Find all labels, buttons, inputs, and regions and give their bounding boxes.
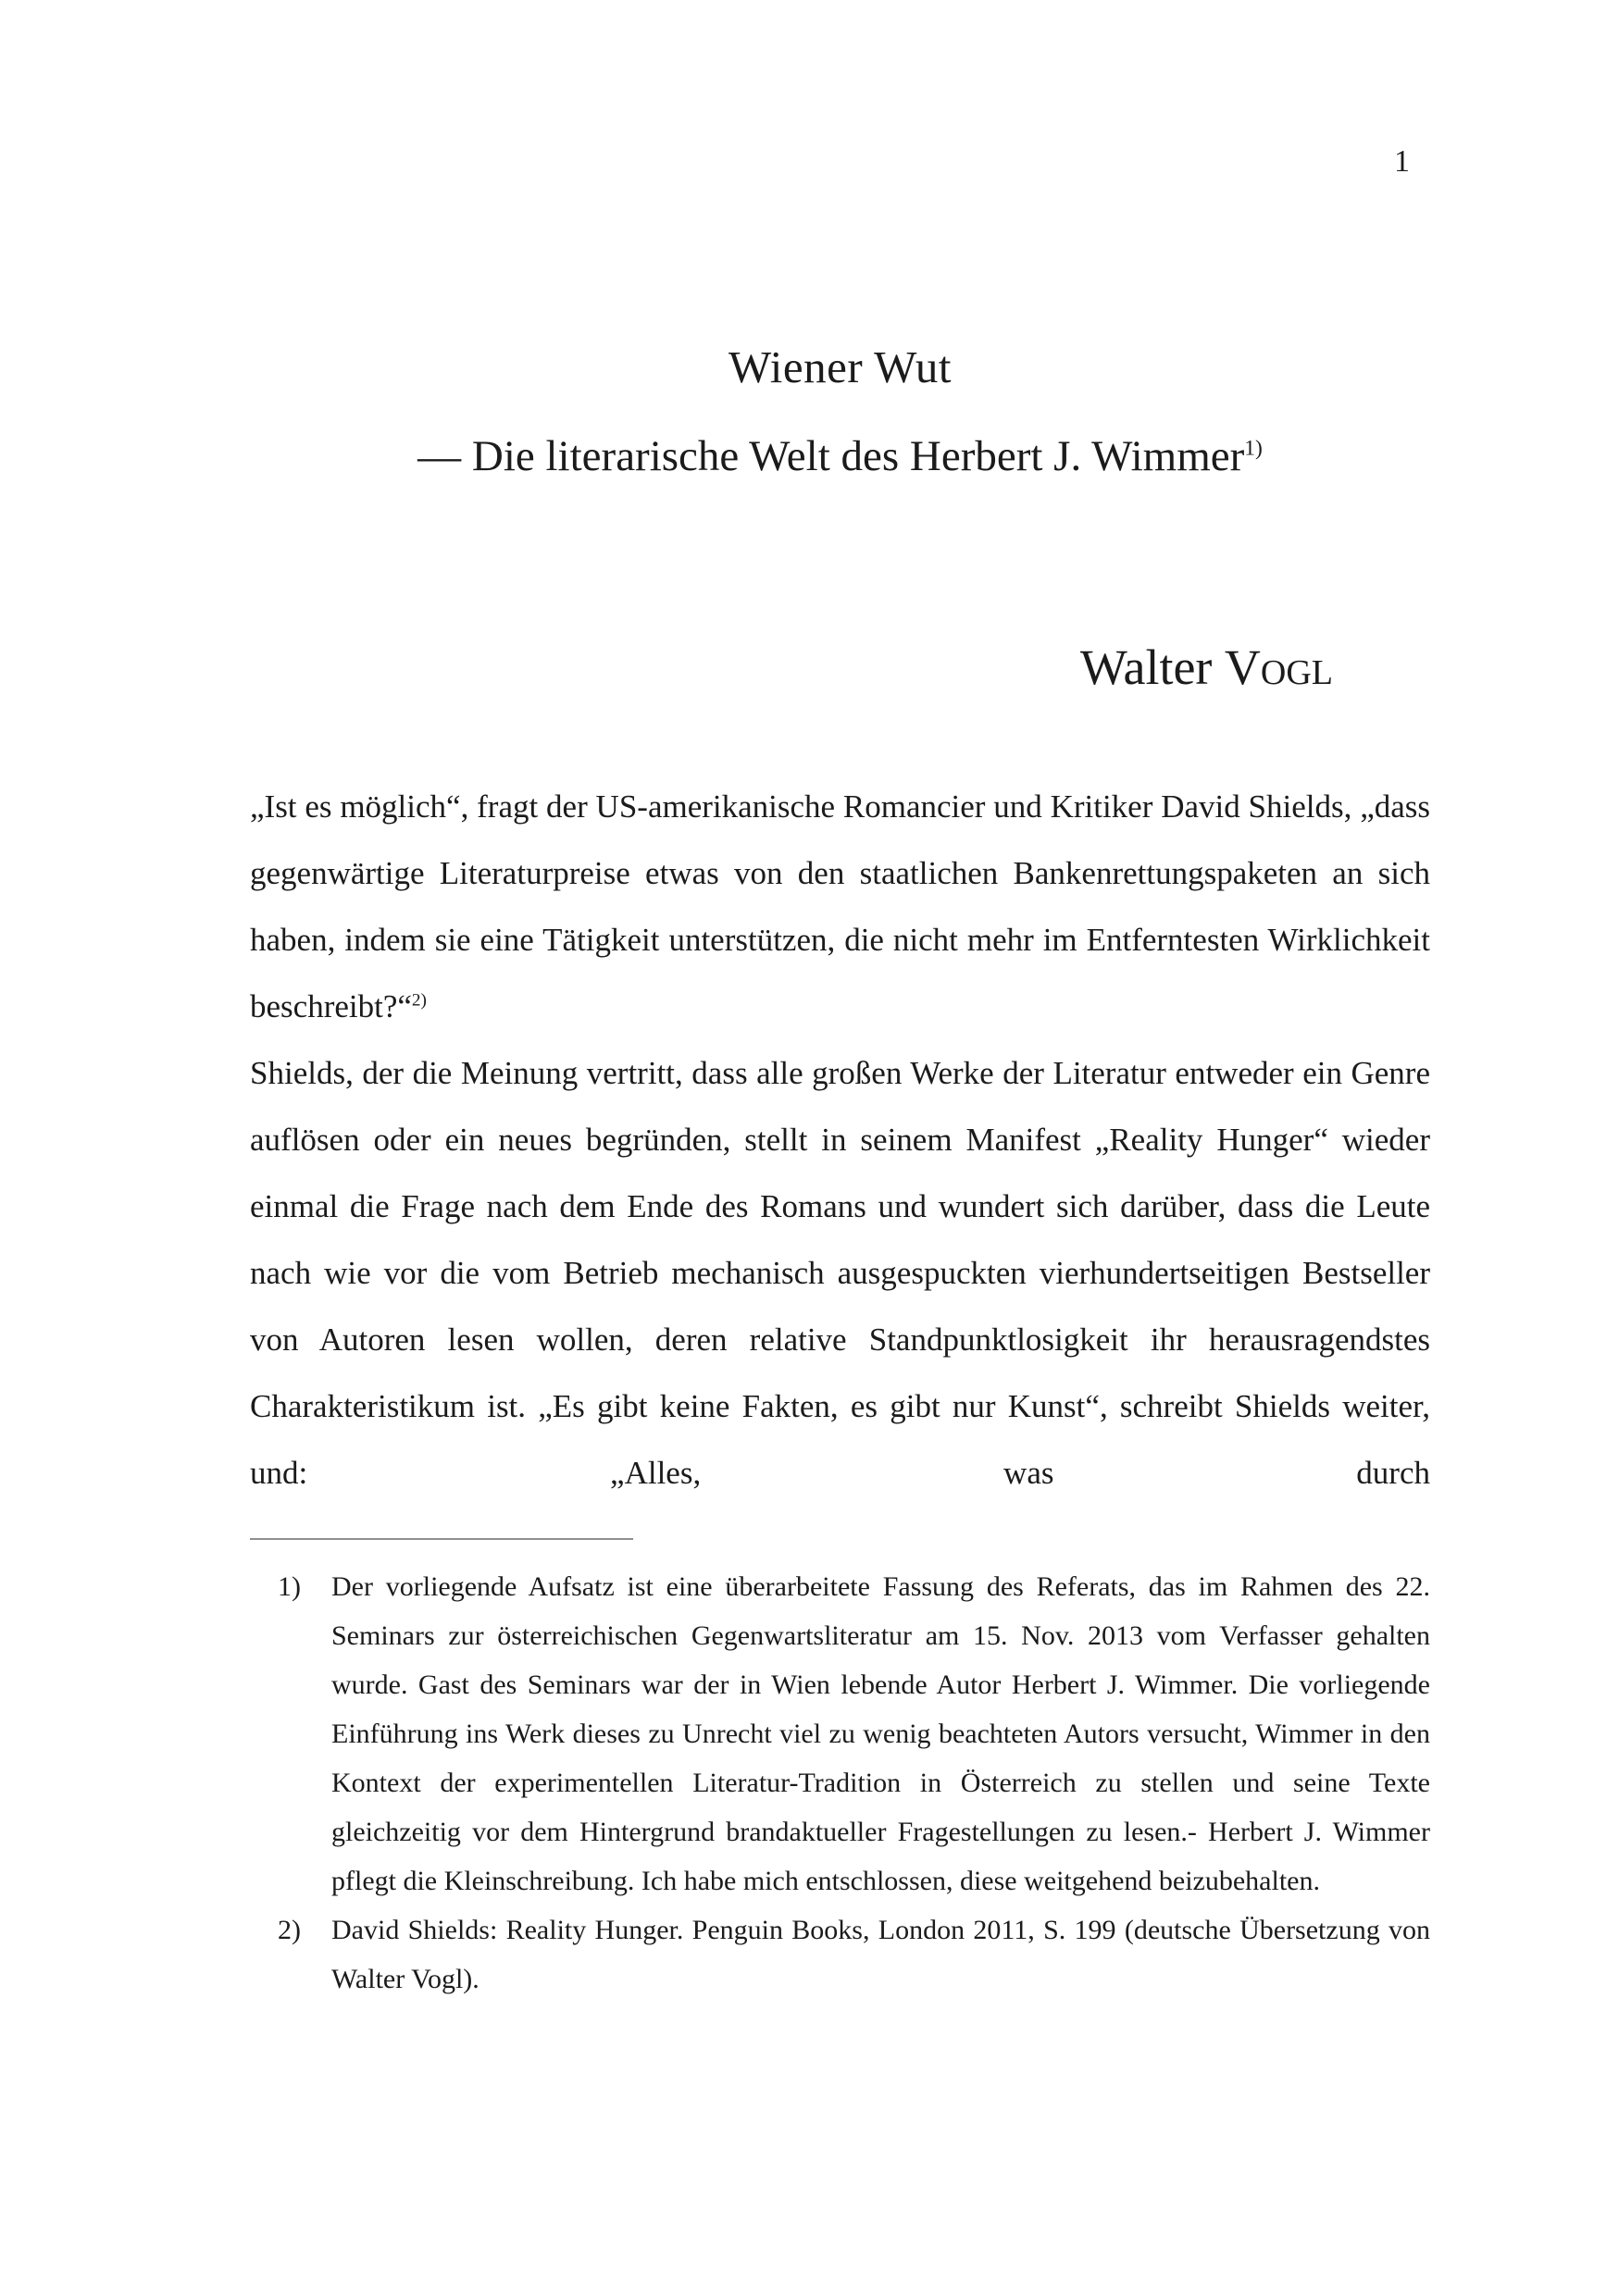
page-number: 1: [1394, 144, 1410, 179]
paragraph-1-text: „Ist es möglich“, fragt der US-amerikanische Romancier und Kritiker David Shields, „dass gegenwärtige Literaturpreise etwas von den staatlichen Bankenrettungspaketen an sich haben, indem sie eine Tätigkeit unterstützen, die nicht mehr im Entferntesten Wirklichkeit beschreibt?“: [250, 788, 1430, 1024]
footnote-2: [278, 1905, 1430, 2004]
subtitle-footnote-ref: 1): [1244, 436, 1263, 461]
article-subtitle: [250, 428, 1430, 484]
footnote-separator: [250, 1538, 633, 1540]
author-surname: Vogl: [1224, 639, 1333, 695]
paragraph-1: [250, 774, 1430, 1040]
article-subtitle-text: — Die literarische Welt des Herbert J. Wimmer: [417, 432, 1245, 480]
footnote-1-text: Der vorliegende Aufsatz ist eine überarbeitete Fassung des Referats, das im Rahmen des 22. Seminars zur österreichischen Gegenwartsliteratur am 15. Nov. 2013 vom Verfasser gehalten wurde. Gast des Seminars war der in Wien lebende Autor Herbert J. Wimmer. Die vorliegende Einführung ins Werk dieses zu Unrecht viel zu wenig beachteten Autors versucht, Wimmer in den Kontext der experimentellen Literatur-Tradition in Österreich zu stellen und seine Texte gleichzeitig vor dem Hintergrund brandaktueller Fragestellungen zu lesen.- Herbert J. Wimmer pflegt die Kleinschreibung. Ich habe mich entschlossen, diese weitgehend beizubehalten.: [331, 1571, 1430, 1896]
paragraph-2-text: Shields, der die Meinung vertritt, dass alle großen Werke der Literatur entweder ein Genre auflösen oder ein neues begründen, stellt in seinem Manifest „Reality Hunger“ wieder einmal die Frage nach dem Ende des Romans und wundert sich darüber, dass die Leute nach wie vor die vom Betrieb mechanisch ausgespuckten vierhundertseitigen Bestseller von Autoren lesen wollen, deren relative Standpunktlosigkeit ihr herausragendstes Charakteristikum ist. „Es gibt keine Fakten, es gibt nur Kunst“, schreibt Shields weiter, und: „Alles, was durch: [250, 1055, 1430, 1491]
footnote-1: [278, 1562, 1430, 1905]
author-first-name: Walter: [1079, 639, 1225, 695]
article-header: [250, 340, 1430, 484]
author-name: [250, 635, 1430, 700]
footnote-2-text: David Shields: Reality Hunger. Penguin Books, London 2011, S. 199 (deutsche Übersetzung von Walter Vogl).: [331, 1915, 1430, 1994]
article-title: Wiener Wut: [729, 341, 952, 392]
footnotes-section: [278, 1562, 1430, 2004]
paragraph-2: [250, 1040, 1430, 1507]
footnote-1-label: 1): [278, 1571, 301, 1602]
body-footnote-ref: 2): [411, 990, 427, 1011]
article-body: [250, 774, 1430, 1507]
footnote-2-label: 2): [278, 1915, 301, 1945]
